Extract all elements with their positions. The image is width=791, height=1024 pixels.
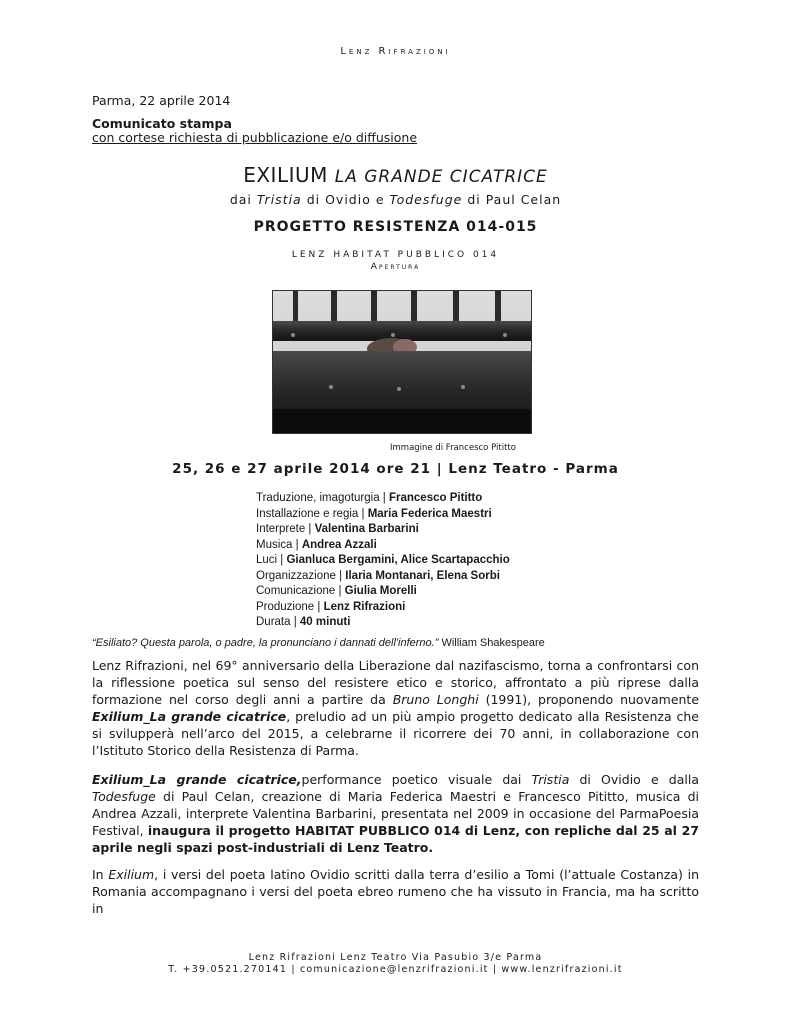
photo-caption: Immagine di Francesco Pititto	[390, 443, 516, 453]
credits-list	[256, 491, 510, 631]
press-release-title: Comunicato stampa	[92, 116, 232, 131]
paragraph-performance: Exilium_La grande cicatrice,performance poetico visuale dai Tristia di Ovidio e dalla Todesfuge di Paul Celan, creazione di Maria Federica Maestri e Francesco Pititto, musica di Andrea Azzali, interprete Valentina Barbarini, presentata nel 2009 in occasione del ParmaPoesia Festival, inaugura il progetto HABITAT PUBBLICO 014 di Lenz, con repliche dal 25 al 27 aprile negli spazi post-industriali di Lenz Teatro.	[92, 772, 699, 855]
credit-row: Interprete | Valentina Barbarini	[256, 523, 419, 535]
quote	[92, 637, 712, 649]
project-name: PROGETTO RESISTENZA 014-015	[253, 219, 538, 235]
subtitle-mid2: di Paul Celan	[467, 192, 562, 207]
credit-row: Organizzazione | Ilaria Montanari, Elena Sorbi	[256, 569, 500, 582]
performance-dates: 25, 26 e 27 aprile 2014 ore 21 | Lenz Teatro - Parma	[172, 461, 619, 477]
subtitle-work-tristia: Tristia	[256, 192, 302, 207]
show-photo	[272, 290, 532, 434]
show-photo-image	[273, 291, 531, 433]
quote-author: William Shakespeare	[441, 637, 545, 649]
footer-address: Lenz Rifrazioni Lenz Teatro Via Pasubio 3/e Parma	[248, 952, 543, 963]
show-title-italic: LA GRANDE CICATRICE	[334, 167, 548, 187]
credit-row: Comunicazione | Giulia Morelli	[256, 585, 417, 597]
credit-row: Produzione | Lenz Rifrazioni	[256, 600, 406, 613]
press-release-request: con cortese richiesta di pubblicazione e/o diffusione	[92, 130, 418, 145]
subtitle-work-todesfuge: Todesfuge	[389, 192, 463, 207]
show-subtitle	[0, 192, 791, 207]
credit-row: Musica | Andrea Azzali	[256, 538, 377, 551]
paragraph-exilium: In Exilium, i versi del poeta latino Ovidio scritti dalla terra d’esilio a Tomi (l’attuale Costanza) in Romania accompagnano i versi del poeta ebreo rumeno che ha vissuto in Francia, ma ha scritto in	[92, 867, 699, 916]
quote-text: “Esiliato? Questa parola, o padre, la pronunciano i dannati dell'inferno.”	[92, 637, 439, 649]
credit-row: Luci | Gianluca Bergamini, Alice Scartapacchio	[256, 554, 510, 566]
press-release-heading	[92, 117, 699, 145]
show-title-main: EXILIUM	[243, 163, 328, 187]
paragraph-intro: Lenz Rifrazioni, nel 69° anniversario della Liberazione dal nazifascismo, torna a confrontarsi con la riflessione poetica sul senso del resistere etico e storico, affrontato a più riprese dalla formazione nel corso degli anni a partire da Bruno Longhi (1991), proponendo nuovamente Exilium_La grande cicatrice, preludio ad un più ampio progetto dedicato alla Resistenza che si svilupperà nell’arco del 2015, a celebrarne il ricorrere dei 70 anni, in collaborazione con l’Istituto Storico della Resistenza di Parma.	[92, 658, 700, 758]
habitat-label: LENZ HABITAT PUBBLICO 014	[291, 250, 500, 260]
apertura-label: Apertura	[370, 262, 421, 272]
header-brand: Lenz Rifrazioni	[340, 46, 451, 57]
press-date: Parma, 22 aprile 2014	[92, 93, 231, 108]
subtitle-pre: dai	[229, 192, 252, 207]
credit-row: Durata | 40 minuti	[256, 616, 351, 628]
credit-row: Installazione e regia | Maria Federica Maestri	[256, 507, 492, 520]
show-title	[0, 163, 791, 187]
footer-contacts: T. +39.0521.270141 | comunicazione@lenzrifrazioni.it | www.lenzrifrazioni.it	[168, 964, 623, 975]
credit-row: Traduzione, imagoturgia | Francesco Pititto	[256, 492, 483, 504]
subtitle-mid1: di Ovidio e	[306, 192, 385, 207]
